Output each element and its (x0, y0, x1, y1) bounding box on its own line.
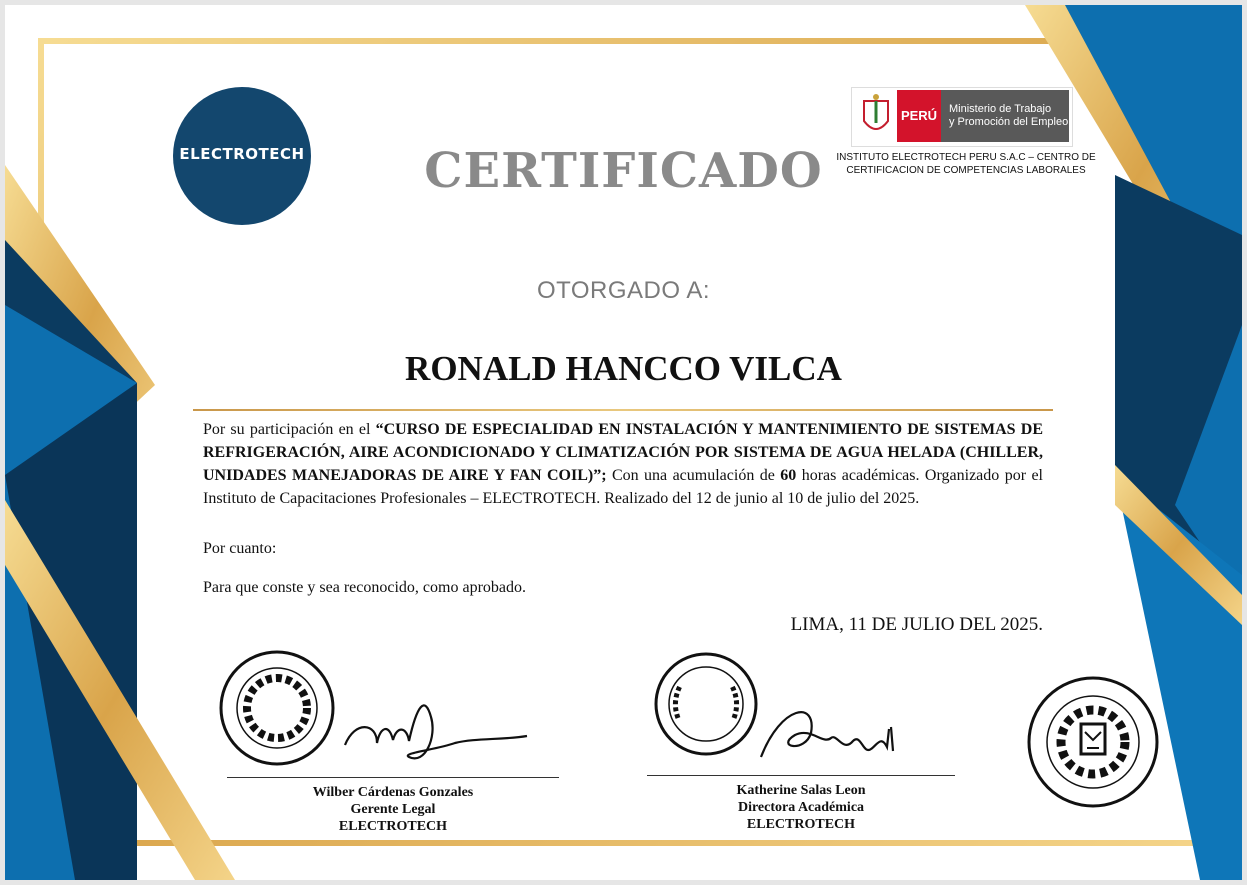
seal-electrotech (1029, 678, 1157, 806)
ministry-name (941, 90, 1069, 142)
signature-line (647, 775, 955, 776)
recipient-name: RONALD HANCCO VILCA (405, 349, 842, 388)
signer-role: Directora Académica (737, 800, 865, 815)
signer-name: Katherine Salas Leon (736, 783, 866, 798)
ministry-line1: Ministerio de Trabajo (949, 103, 1052, 115)
signer-name: Wilber Cárdenas Gonzales (312, 785, 474, 800)
hours-value: 60 (780, 467, 797, 484)
institute-line1: INSTITUTO ELECTROTECH PERU S.A.C – CENTRO DE (836, 152, 1096, 163)
signature-block-2 (647, 775, 955, 833)
body-accum-prefix: Con una acumulación de (606, 467, 781, 484)
ministry-line2: y Promoción del Empleo (949, 116, 1069, 128)
signature-wilber (345, 705, 527, 758)
course-name: “CURSO DE ESPECIALIDAD EN INSTALACIÓN Y MANTENIMIENTO DE SISTEMAS DE REFRIGERACIÓN, AIRE ACONDICIONADO Y CLIMATIZACIÓN POR SISTEMA DE AGUA HELADA (CHILLER, UNIDADES MANEJADORAS DE AIRE Y FAN COIL)”; (203, 421, 1043, 484)
certificate-title: CERTIFICADO (424, 143, 823, 199)
place-date: LIMA, 11 DE JULIO DEL 2025. (790, 614, 1043, 635)
institute-line2: CERTIFICACION DE COMPETENCIAS LABORALES (846, 165, 1086, 176)
electrotech-logo-text: ELECTROTECH (179, 145, 305, 163)
certificate-body (203, 418, 1043, 510)
para-que-text: Para que conste y sea reconocido, como aprobado. (203, 579, 526, 596)
signature-line (227, 777, 559, 778)
awarded-to-label: OTORGADO A: (536, 277, 711, 304)
signer-role: Gerente Legal (350, 802, 436, 817)
signer-org: ELECTROTECH (746, 817, 856, 832)
gold-divider (193, 409, 1053, 411)
signature-katherine (761, 712, 893, 757)
signer-org: ELECTROTECH (338, 819, 448, 834)
coat-of-arms-icon (859, 93, 893, 139)
signature-block-1 (227, 777, 559, 835)
certificate-page (5, 5, 1242, 880)
peru-label: PERÚ (897, 90, 941, 142)
seal-directora-general (656, 654, 756, 754)
seal-gerente-general (221, 652, 333, 764)
body-intro: Por su participación en el (203, 421, 376, 438)
body-accum-suffix: horas académicas. Organizado por el Instituto de Capacitaciones Profesionales – ELECTROTECH. Realizado del 12 de junio al 10 de julio del 2025. (203, 467, 1044, 507)
por-cuanto-text: Por cuanto: (203, 540, 277, 557)
